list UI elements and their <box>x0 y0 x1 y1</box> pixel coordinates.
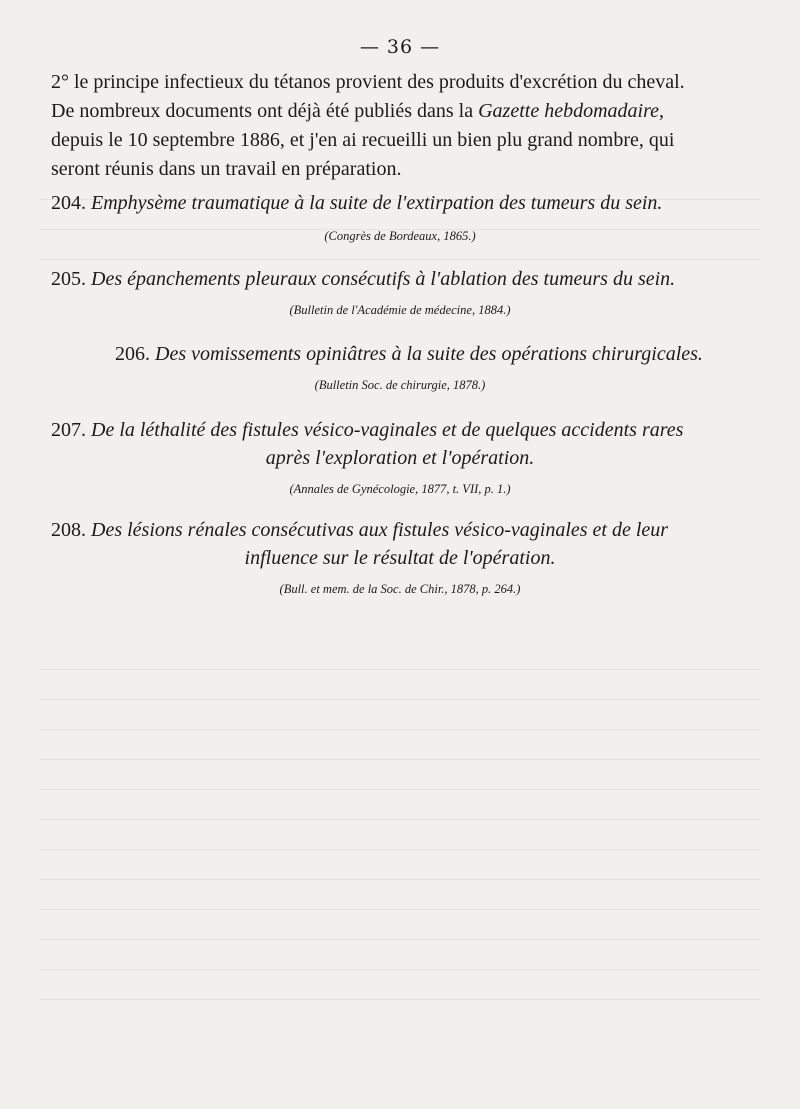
intro-paragraph <box>51 68 719 184</box>
entry-title: Emphysème traumatique à la suite de l'extirpation des tumeurs du sein. <box>91 192 663 214</box>
entry-title-line-2: après l'exploration et l'opération. <box>265 447 535 469</box>
entry-204-line-1 <box>0 189 800 217</box>
intro-line-3: depuis le 10 septembre 1886, et j'en ai recueilli un bien plu grand nombre, qui <box>51 129 675 151</box>
entry-205-line-1 <box>0 265 800 293</box>
entry-title: Des vomissements opiniâtres à la suite des opérations chirurgicales. <box>155 343 703 365</box>
entry-title-line-1: De la léthalité des fistules vésico-vaginales et de quelques accidents rares <box>91 419 684 441</box>
entry-208-line-1 <box>0 516 800 544</box>
entry-number: 207. <box>51 419 86 441</box>
entry-title-line-2: influence sur le résultat de l'opération. <box>244 547 556 569</box>
bibliography-entry-207 <box>0 416 800 497</box>
entry-207-line-1 <box>0 416 800 444</box>
bibliography-entry-206 <box>0 340 800 393</box>
entry-title-line-1: Des lésions rénales consécutivas aux fistules vésico-vaginales et de leur <box>91 519 669 541</box>
entry-citation: (Congrès de Bordeaux, 1865.) <box>324 229 476 243</box>
entry-number: 204. <box>51 192 86 214</box>
entry-citation: (Bull. et mem. de la Soc. de Chir., 1878, p. 264.) <box>279 582 521 596</box>
entry-citation: (Annales de Gynécologie, 1877, t. VII, p. 1.) <box>289 482 511 496</box>
entry-number: 206. <box>115 343 150 365</box>
entry-citation: (Bulletin de l'Académie de médecine, 1884.) <box>289 303 511 317</box>
intro-line-2 <box>51 97 719 126</box>
entry-number: 208. <box>51 519 86 541</box>
intro-line-1: 2° le principe infectieux du tétanos provient des produits d'excrétion du cheval. <box>51 71 685 93</box>
intro-line-4: seront réunis dans un travail en préparation. <box>51 158 402 180</box>
entry-citation: (Bulletin Soc. de chirurgie, 1878.) <box>314 378 486 392</box>
bibliography-entry-208 <box>0 516 800 597</box>
entry-title: Des épanchements pleuraux consécutifs à l'ablation des tumeurs du sein. <box>91 268 676 290</box>
entry-206-line-1 <box>0 340 800 368</box>
bibliography-entry-204 <box>0 189 800 244</box>
page-number: — 36 — <box>359 36 441 58</box>
entry-number: 205. <box>51 268 86 290</box>
intro-line-2-text: De nombreux documents ont déjà été publiés dans la <box>51 100 479 122</box>
bibliography-entry-205 <box>0 265 800 318</box>
bleed-through-texture-lower <box>40 640 760 1060</box>
journal-title: Gazette hebdomadaire, <box>478 100 664 122</box>
